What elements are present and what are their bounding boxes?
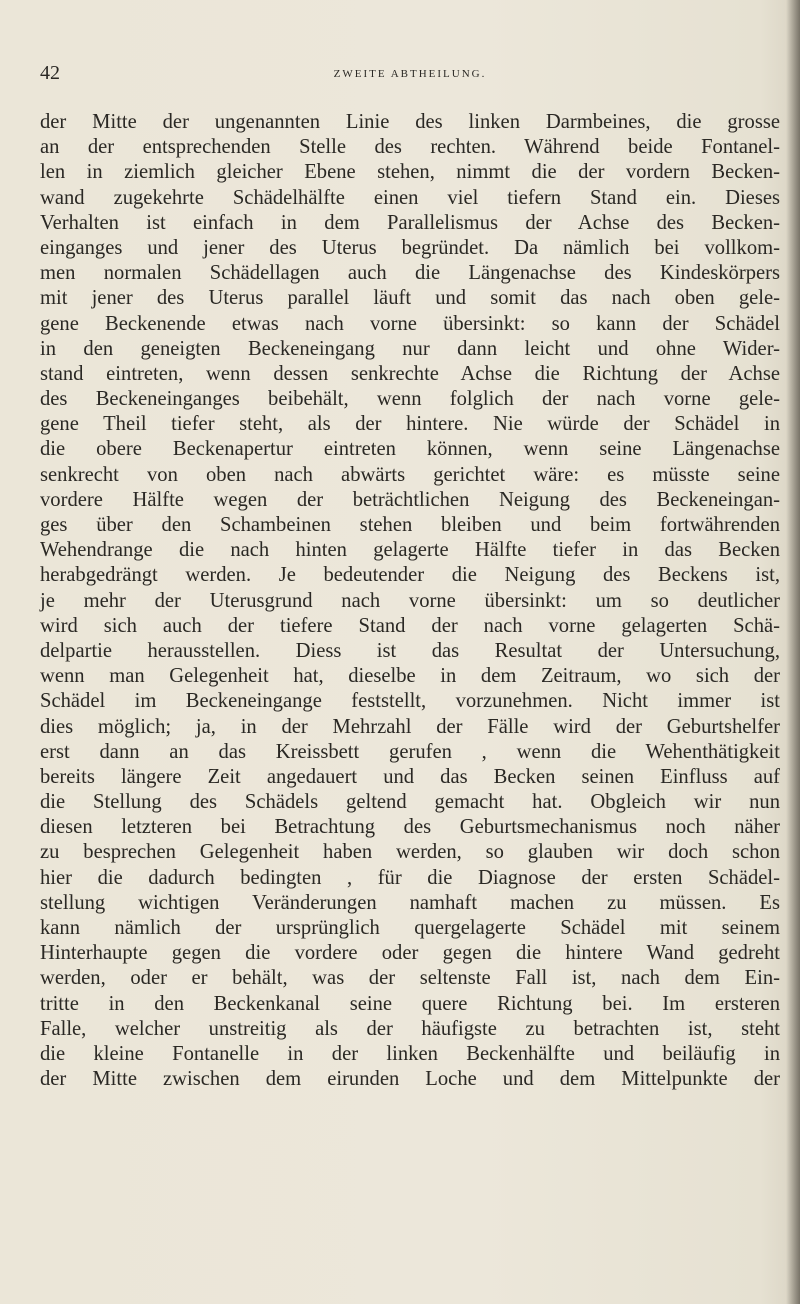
text-line: je mehr der Uterusgrund nach vorne übersinkt: um so deutlicher — [40, 589, 780, 612]
text-line: zu besprechen Gelegenheit haben werden, so glauben wir doch schon — [40, 841, 780, 864]
text-line: die kleine Fontanelle in der linken Beckenhälfte und beiläufig in — [40, 1042, 780, 1065]
text-line: kann nämlich der ursprünglich quergelagerte Schädel mit seinem — [40, 917, 780, 939]
text-line: Schädel im Beckeneingange feststellt, vorzunehmen. Nicht immer ist — [40, 690, 780, 713]
text-line: herabgedrängt werden. Je bedeutender die Neigung des Beckens ist, — [40, 564, 780, 587]
text-line: erst dann an das Kreissbett gerufen , wenn die Wehenthätigkeit — [40, 740, 780, 763]
text-line: Verhalten ist einfach in dem Parallelismus der Achse des Becken- — [40, 211, 780, 234]
text-line: der Mitte der ungenannten Linie des linken Darmbeines, die grosse — [40, 111, 780, 133]
text-line: des Beckeneinganges beibehält, wenn folglich der nach vorne gele- — [40, 388, 780, 411]
text-line: ges über den Schambeinen stehen bleiben und beim fortwährenden — [40, 514, 780, 536]
text-line: mit jener des Uterus parallel läuft und somit das nach oben gele- — [40, 287, 780, 310]
text-line: einganges und jener des Uterus begründet. Da nämlich bei vollkom- — [40, 236, 780, 259]
page-header — [40, 62, 780, 102]
text-line: die Stellung des Schädels geltend gemacht hat. Obgleich wir nun — [40, 791, 780, 814]
text-line: Wehendrange die nach hinten gelagerte Hälfte tiefer in das Becken — [40, 539, 780, 562]
page-number: 42 — [40, 62, 60, 84]
text-line: dies möglich; ja, in der Mehrzahl der Fälle wird der Geburtshelfer — [40, 715, 780, 738]
text-line: len in ziemlich gleicher Ebene stehen, nimmt die der vordern Becken- — [40, 161, 780, 184]
text-line: der Mitte zwischen dem eirunden Loche und dem Mittelpunkte der — [40, 1068, 780, 1091]
text-line: senkrecht von oben nach abwärts gerichtet wäre: es müsste seine — [40, 463, 780, 486]
text-line: werden, oder er behält, was der seltenste Fall ist, nach dem Ein- — [40, 967, 780, 990]
text-line: wenn man Gelegenheit hat, dieselbe in dem Zeitraum, wo sich der — [40, 665, 780, 688]
page-binding-edge — [786, 0, 800, 1304]
text-line: an der entsprechenden Stelle des rechten. Während beide Fontanel- — [40, 136, 780, 159]
text-line: tritte in den Beckenkanal seine quere Richtung bei. Im ersteren — [40, 992, 780, 1015]
text-line: Hinterhaupte gegen die vordere oder gegen die hintere Wand gedreht — [40, 942, 780, 965]
text-line: Falle, welcher unstreitig als der häufigste zu betrachten ist, steht — [40, 1017, 780, 1040]
text-line: gene Theil tiefer steht, als der hintere. Nie würde der Schädel in — [40, 413, 780, 436]
text-line: men normalen Schädellagen auch die Längenachse des Kindeskörpers — [40, 262, 780, 285]
text-line: wird sich auch der tiefere Stand der nach vorne gelagerten Schä- — [40, 614, 780, 637]
text-line: diesen letzteren bei Betrachtung des Geburtsmechanismus noch näher — [40, 816, 780, 839]
text-line: die obere Beckenapertur eintreten können, wenn seine Längenachse — [40, 438, 780, 461]
text-line: stand eintreten, wenn dessen senkrechte Achse die Richtung der Achse — [40, 362, 780, 385]
text-line: wand zugekehrte Schädelhälfte einen viel tiefern Stand ein. Dieses — [40, 186, 780, 209]
text-line: stellung wichtigen Veränderungen namhaft machen zu müssen. Es — [40, 891, 780, 914]
body-text — [40, 110, 780, 1092]
text-line: delpartie herausstellen. Diess ist das Resultat der Untersuchung, — [40, 639, 780, 662]
text-line: vordere Hälfte wegen der beträchtlichen Neigung des Beckeneingan- — [40, 488, 780, 511]
text-line: bereits längere Zeit angedauert und das Becken seinen Einfluss auf — [40, 765, 780, 788]
text-line: hier die dadurch bedingten , für die Diagnose der ersten Schädel- — [40, 866, 780, 889]
text-line: gene Beckenende etwas nach vorne übersinkt: so kann der Schädel — [40, 312, 780, 335]
running-head: ZWEITE ABTHEILUNG. — [333, 68, 487, 80]
text-line: in den geneigten Beckeneingang nur dann leicht und ohne Wider- — [40, 337, 780, 360]
